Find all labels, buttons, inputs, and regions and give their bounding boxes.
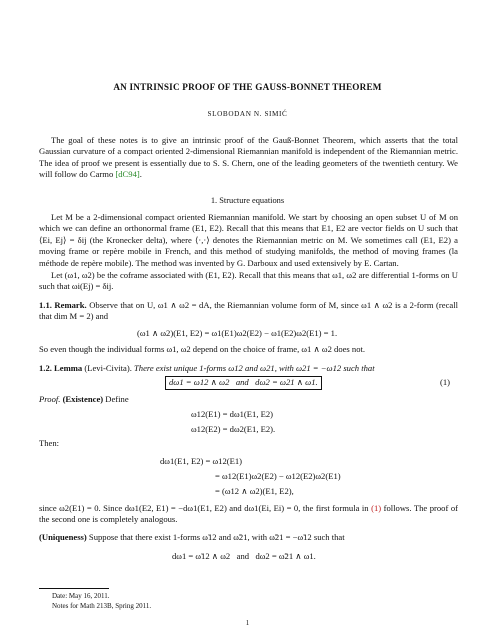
paragraph-setup: Let M be a 2-dimensional compact oriented Riemannian manifold. We start by choosing an open subset U of M on which we can define an orthonormal frame (E1, E2). Recall that this means that E1, E2 are vector fields on U such that ⟨Ei, Ej⟩ = δij (the Kronecker delta), where ⟨·,·⟩ denotes the Riemannian metric on M. We sometimes call (E1, E2) a moving frame or repère mobile in French, and this method of studying manifolds, the method of moving frames (la méthode de repère mobile). The method was invented by G. Darboux and used extensively by E. Cartan. xyxy=(39,212,458,268)
since-text: since ω2(E1) = 0. Since dω1(E2, E1) = −dω1(E1, E2) and dω1(Ei, Ei) = 0, the first formula in xyxy=(39,503,372,513)
lemma-label: 1.2. Lemma xyxy=(39,363,83,373)
proof-define: Define xyxy=(103,394,129,404)
intro-paragraph xyxy=(39,135,458,181)
footnote-date: Date: May 16, 2011. xyxy=(52,592,110,600)
page-number: 1 xyxy=(245,619,250,627)
author-name: SLOBODAN N. SIMIĆ xyxy=(207,110,288,118)
remark-text: Observe that on U, ω1 ∧ ω2 = dA, the Riemannian volume form of M, since ω1 ∧ ω2 is a 2-form (recall that dim M = 2) and xyxy=(39,300,458,322)
derivation-line-3: = (ω12 ∧ ω2)(E1, E2), xyxy=(215,486,294,496)
footnote-notes: Notes for Math 213B, Spring 2011. xyxy=(52,602,152,610)
intro-text: The goal of these notes is to give an intrinsic proof of the Gauß-Bonnet Theorem, which asserts that the total Gaussian curvature of a compact oriented 2-dimensional Riemannian manifold is independent of the Riemannian metric. The idea of proof we present is essentially due to S. S. Chern, one of the leading geometers of the twentieth century. We will follow do Carmo xyxy=(39,135,458,180)
paragraph-since xyxy=(39,503,458,526)
equation-reference-link[interactable]: (1) xyxy=(371,503,382,513)
lemma-attribution: (Levi-Civita). xyxy=(82,363,132,373)
paragraph-independence: So even though the individual forms ω1, ω2 depend on the choice of frame, ω1 ∧ ω2 does not. xyxy=(39,344,366,354)
existence-label: (Existence) xyxy=(62,394,104,404)
remark xyxy=(39,300,458,323)
definition-eq-2: ω12(E2) = dω2(E1, E2). xyxy=(191,424,276,434)
equation-remark: (ω1 ∧ ω2)(E1, E2) = ω1(E1)ω2(E2) − ω1(E2)ω2(E1) = 1. xyxy=(137,328,338,338)
proof-label: Proof. xyxy=(39,394,61,404)
then-label: Then: xyxy=(39,438,60,448)
uniqueness-label: (Uniqueness) xyxy=(39,532,87,542)
intro-text-end: . xyxy=(139,169,142,180)
citation-link[interactable]: [dC94] xyxy=(115,169,140,180)
derivation-line-1: dω1(E1, E2) = ω12(E1) xyxy=(160,456,243,466)
derivation-line-2: = ω12(E1)ω2(E2) − ω12(E2)ω2(E1) xyxy=(215,471,341,481)
remark-label: 1.1. Remark. xyxy=(39,300,87,310)
since-text-end: follows. The proof of the second one is completely analogous. xyxy=(39,503,458,525)
equation-number[interactable]: (1) xyxy=(440,377,451,387)
lemma xyxy=(39,363,458,374)
footnote-rule xyxy=(39,588,109,589)
paragraph-coframe: Let (ω1, ω2) be the coframe associated with (E1, E2). Recall that this means that ω1, ω2 are differential 1-forms on U such that ωi(Ej) = δij. xyxy=(39,270,458,292)
definition-eq-1: ω12(E1) = dω1(E1, E2) xyxy=(191,409,274,419)
boxed-structure-equations: dω1 = ω12 ∧ ω2 and dω2 = ω21 ∧ ω1. xyxy=(165,376,322,390)
lemma-statement: There exist unique 1-forms ω12 and ω21, with ω21 = −ω12 such that xyxy=(131,363,375,373)
paragraph-uniqueness xyxy=(39,532,458,543)
proof-existence xyxy=(39,394,458,405)
paper-title: AN INTRINSIC PROOF OF THE GAUSS-BONNET THEOREM xyxy=(113,82,382,92)
uniqueness-text: Suppose that there exist 1-forms ω̃12 and ω̃21, with ω̃21 = −ω̃12 such that xyxy=(86,532,345,542)
section-heading: 1. Structure equations xyxy=(210,196,285,205)
uniqueness-equation: dω1 = ω̃12 ∧ ω2 and dω2 = ω̃21 ∧ ω1. xyxy=(172,551,316,561)
